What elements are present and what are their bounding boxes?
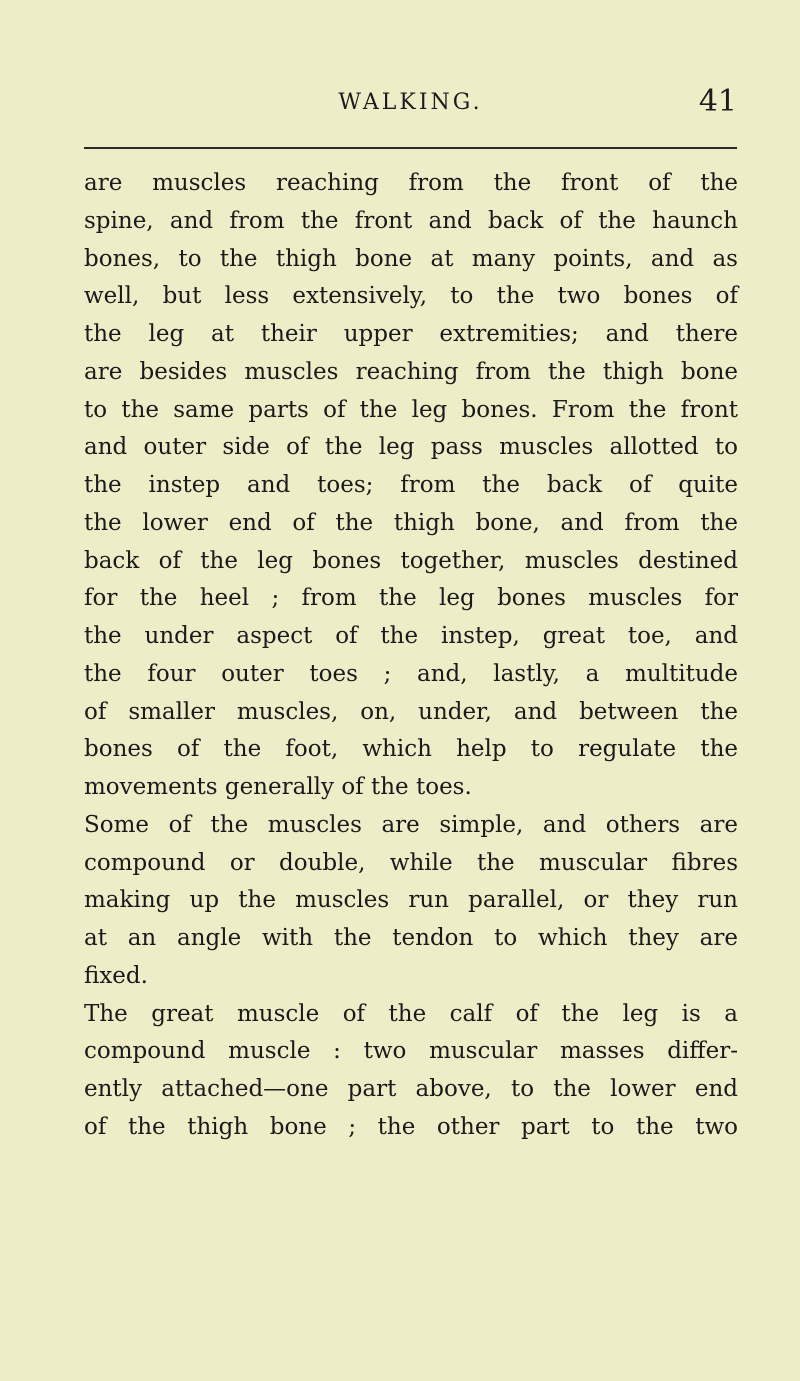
text-line: the four outer toes ; and, lastly, a multitude — [84, 660, 738, 687]
text-line: The great muscle of the calf of the leg is a — [84, 1000, 738, 1027]
running-title: WALKING. — [338, 90, 483, 115]
header-rule — [84, 147, 737, 149]
text-line: compound muscle : two muscular masses differ- — [84, 1038, 738, 1065]
text-line: Some of the muscles are simple, and others are — [84, 811, 738, 838]
text-line: of smaller muscles, on, under, and between the — [84, 698, 738, 725]
text-line: are besides muscles reaching from the thigh bone — [84, 358, 738, 385]
text-line: the instep and toes; from the back of quite — [84, 472, 738, 498]
text-line: at an angle with the tendon to which they are — [84, 925, 738, 951]
text-line: compound or double, while the muscular fibres — [84, 849, 738, 876]
text-line: the leg at their upper extremities; and there — [84, 321, 738, 347]
text-line: the lower end of the thigh bone, and from the — [84, 509, 738, 536]
text-line: of the thigh bone ; the other part to the two — [84, 1113, 738, 1140]
text-line: bones, to the thigh bone at many points, and as — [84, 245, 738, 272]
body-text — [84, 165, 738, 1147]
text-line: well, but less extensively, to the two bones of — [84, 283, 738, 310]
text-line: are muscles reaching from the front of the — [84, 170, 738, 196]
text-line: back of the leg bones together, muscles destined — [84, 547, 738, 574]
text-line: fixed. — [84, 962, 148, 989]
text-line: for the heel ; from the leg bones muscles for — [84, 585, 738, 612]
text-line: making up the muscles run parallel, or they run — [84, 887, 738, 914]
text-line: bones of the foot, which help to regulate the — [84, 736, 738, 763]
running-head — [84, 84, 737, 134]
text-line: and outer side of the leg pass muscles allotted to — [84, 434, 738, 461]
text-line: ently attached—one part above, to the lower end — [84, 1076, 738, 1102]
text-line: movements generally of the toes. — [84, 774, 472, 800]
text-line: to the same parts of the leg bones. From the front — [84, 396, 738, 423]
text-line: the under aspect of the instep, great toe, and — [84, 623, 738, 649]
page-number: 41 — [698, 84, 737, 119]
text-line: spine, and from the front and back of the haunch — [84, 207, 738, 234]
